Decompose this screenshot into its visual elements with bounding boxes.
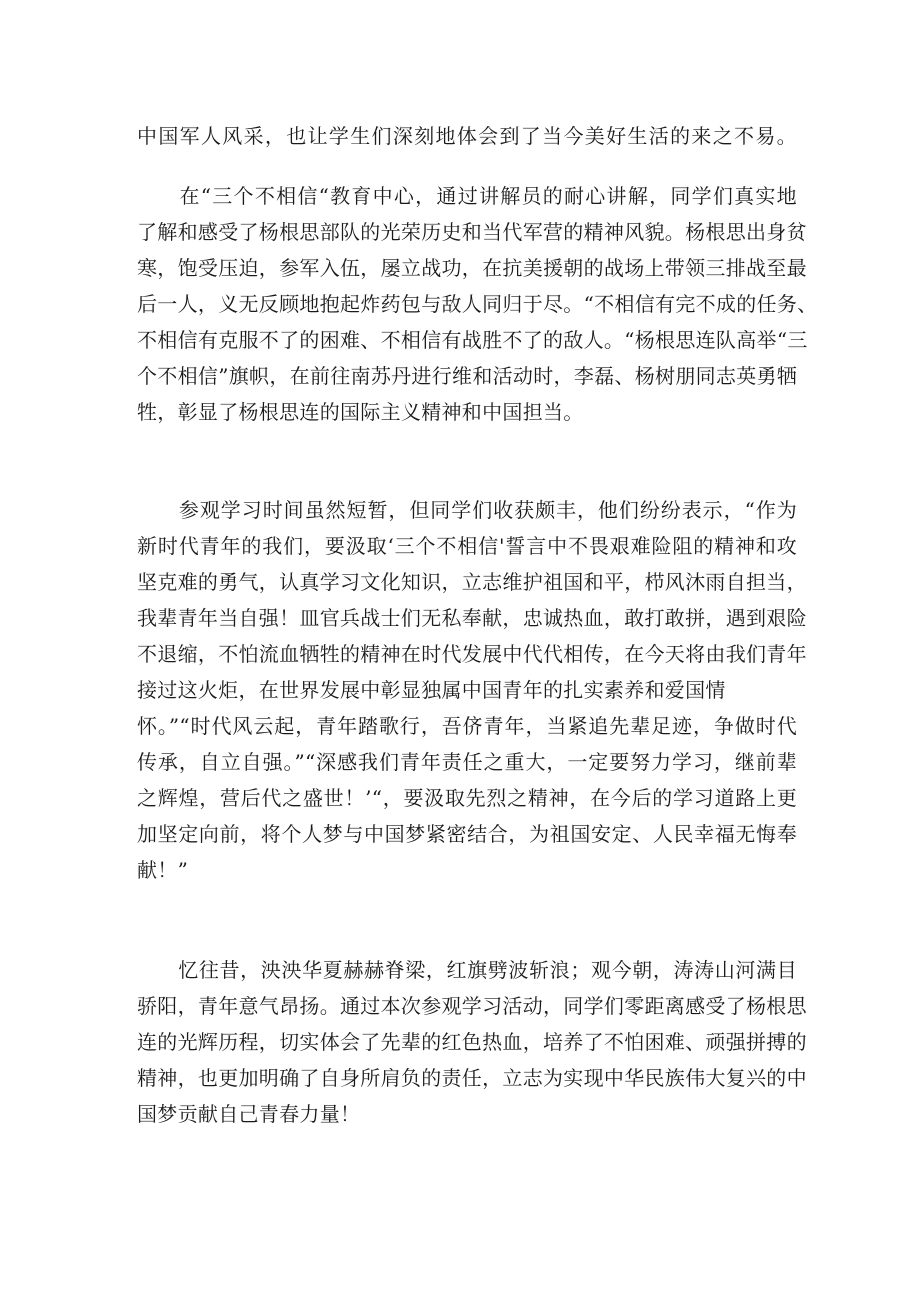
text-line: 了解和感受了杨根思部队的光荣历史和当代军营的精神风貌。杨根思出身贫 [137,220,807,244]
text-line: 献！” [137,858,189,882]
text-line: 加坚定向前，将个人梦与中国梦紧密结合，为祖国安定、人民幸福无悔奉 [137,822,797,846]
text-line: 个不相信”旗帜，在前往南苏丹进行维和活动时，李磊、杨树朋同志英勇牺 [137,364,798,388]
text-line: 之辉煌，营后代之盛世！’“，要汲取先烈之精神，在今后的学习道路上更 [137,786,797,810]
text-line: 牲，彰显了杨根思连的国际主义精神和中国担当。 [137,400,584,424]
text-line: 传承，自立自强。”“深感我们青年责任之重大，一定要努力学习，继前辈 [137,750,797,774]
text-line: 我辈青年当自强！皿官兵战士们无私奉献，忠诚热血，敢打敢拼，遇到艰险 [137,606,807,630]
paragraph-1 [137,118,797,154]
paragraph-4 [137,952,807,1132]
paragraph-2 [137,178,818,430]
text-line: 连的光辉历程，切实体会了先辈的红色热血，培养了不怕困难、顽强拼搏的 [137,1030,807,1054]
text-line: 中国军人风采，也让学生们深刻地体会到了当今美好生活的来之不易。 [137,124,797,148]
text-line: 怀。”“时代风云起，青年踏歌行，吾侪青年，当紧追先辈足迹，争做时代 [137,714,797,738]
text-line: 参观学习时间虽然短暂，但同学们收获颇丰，他们纷纷表示，“作为 [137,498,797,522]
text-line: 国梦贡献自己青春力量！ [137,1102,361,1126]
text-line: 精神，也更加明确了自身所肩负的责任，立志为实现中华民族伟大复兴的中 [137,1066,807,1090]
text-line: 忆往昔，泱泱华夏赫赫脊梁，红旗劈波斩浪；观今朝，涛涛山河满目 [137,958,797,982]
paragraph-3 [137,492,807,888]
text-line: 接过这火炬，在世界发展中彰显独属中国青年的扎实素养和爱国情 [137,678,726,702]
text-line: 骄阳，青年意气昂扬。通过本次参观学习活动，同学们零距离感受了杨根思 [137,994,807,1018]
text-line: 不相信有克服不了的困难、不相信有战胜不了的敌人。“杨根思连队高举“三 [137,328,808,352]
text-line: 后一人，义无反顾地抱起炸药包与敌人同归于尽。“不相信有完不成的任务、 [137,292,818,316]
text-line: 在“三个不相信“教育中心，通过讲解员的耐心讲解，同学们真实地 [137,184,797,208]
text-line: 不退缩，不怕流血牺牲的精神在时代发展中代代相传，在今天将由我们青年 [137,642,807,666]
text-line: 新时代青年的我们，要汲取‘三个不相信'誓言中不畏艰难险阻的精神和攻 [137,534,797,558]
text-line: 坚克难的勇气，认真学习文化知识，立志维护祖国和平，栉风沐雨自担当， [137,570,807,594]
text-line: 寒，饱受压迫，参军入伍，屡立战功，在抗美援朝的战场上带领三排战至最 [137,256,807,280]
